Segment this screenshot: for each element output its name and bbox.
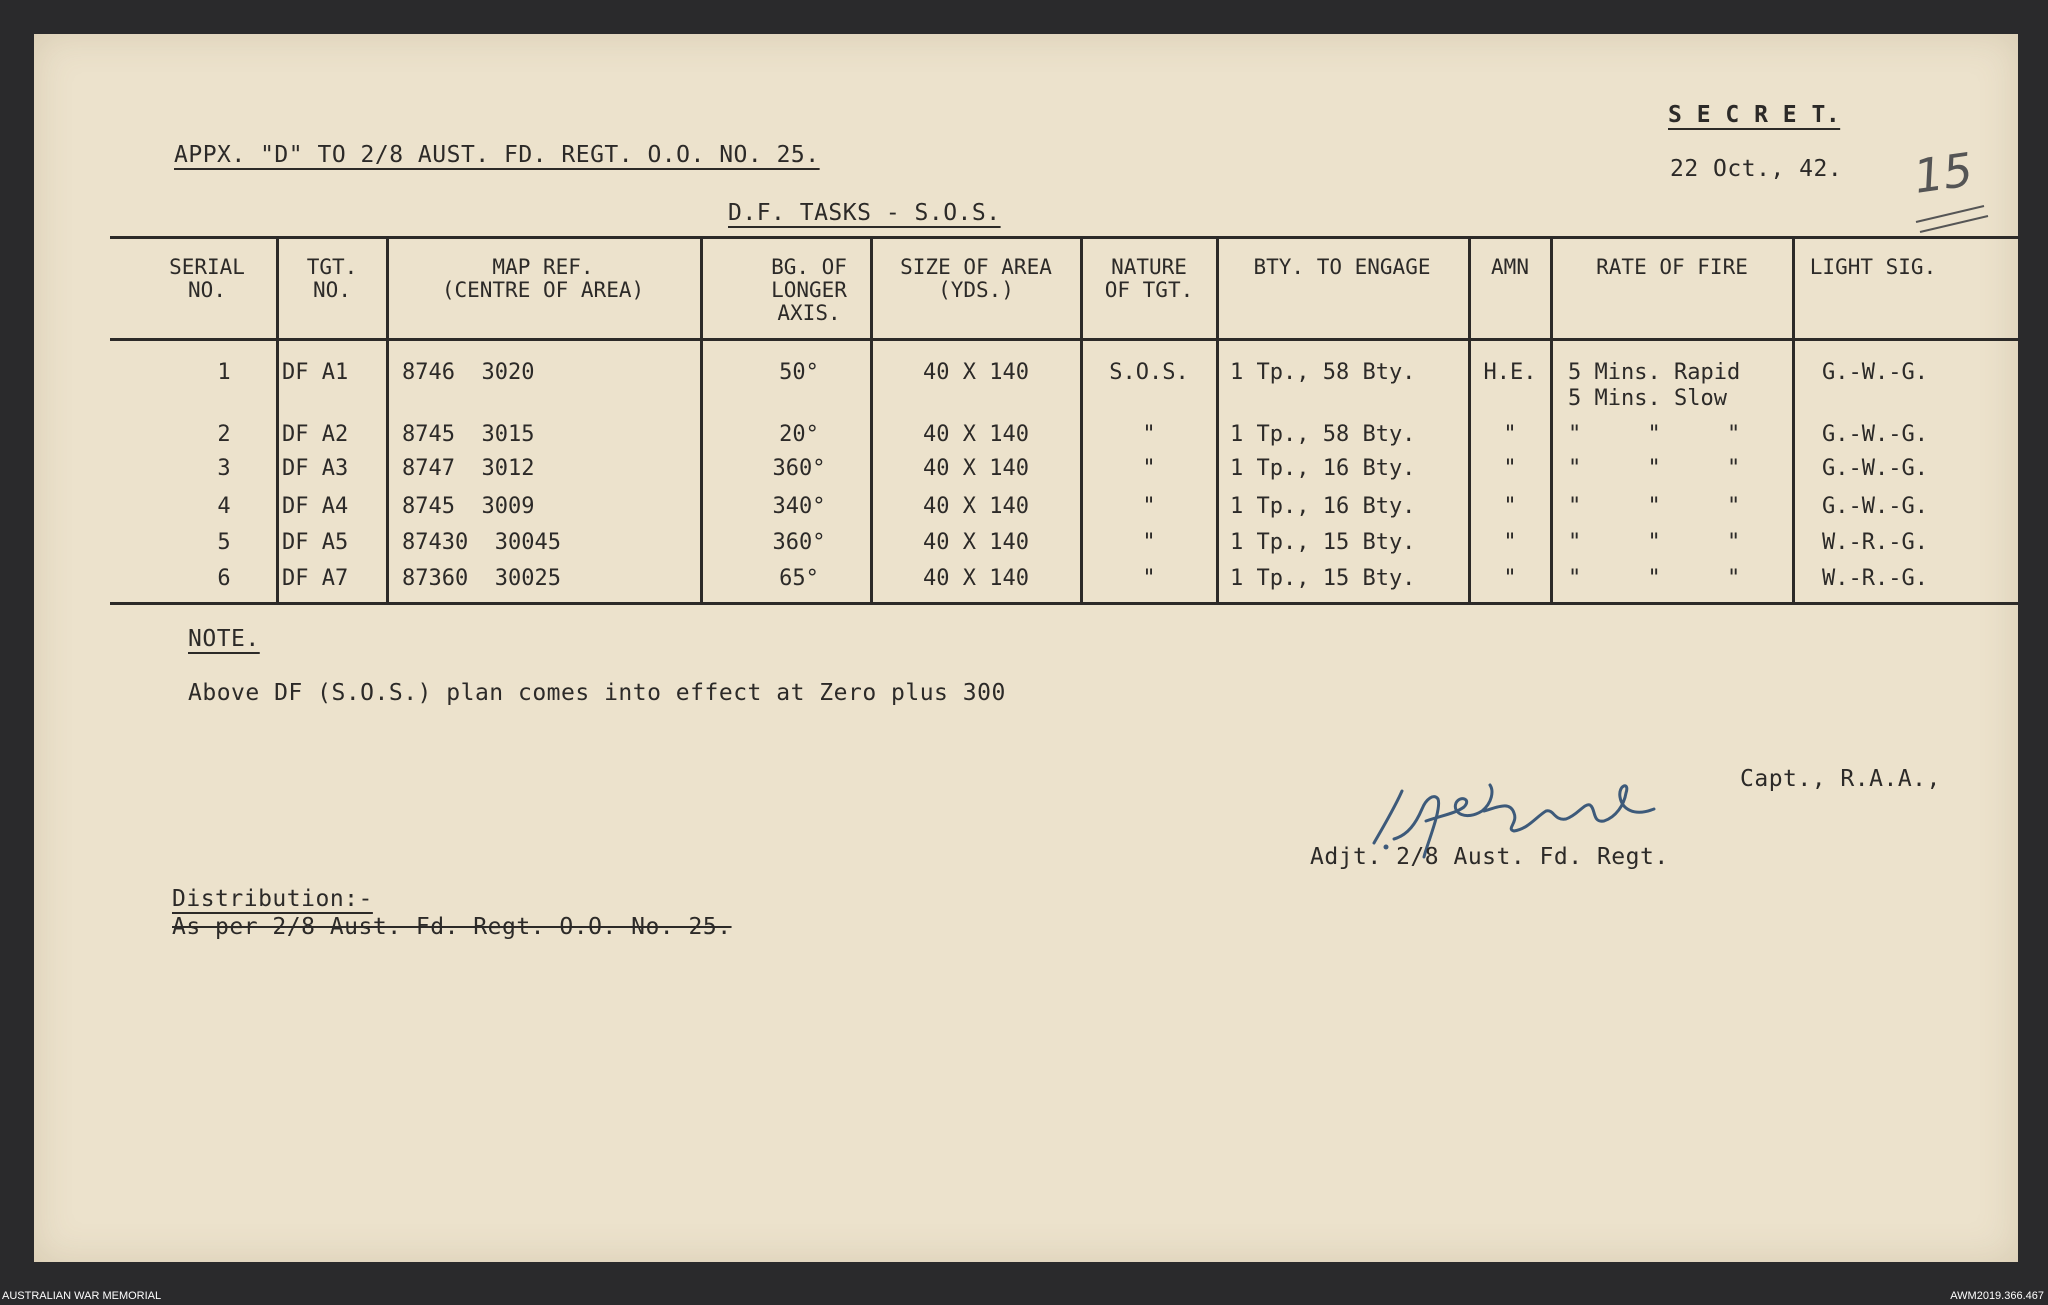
cell-map-reference: 8745 3009	[402, 494, 535, 519]
note-label: NOTE.	[188, 626, 260, 652]
cell-battery: 1 Tp., 16 Bty.	[1230, 456, 1416, 481]
cell-ammunition: "	[1503, 422, 1517, 447]
table-header-border	[110, 338, 2018, 341]
cell-area-size: 40 X 140	[923, 494, 1029, 519]
cell-map-reference: 8746 3020	[402, 360, 535, 385]
document-page	[34, 34, 2018, 1262]
column-header-serial: SERIAL NO.	[169, 255, 245, 302]
folio-number: 15	[1910, 142, 1977, 204]
column-header-size: SIZE OF AREA (YDS.)	[900, 255, 1052, 302]
cell-ammunition: "	[1503, 456, 1517, 481]
column-divider	[1792, 236, 1795, 604]
cell-nature: "	[1142, 566, 1156, 591]
cell-rate-of-fire: 5 Mins. Rapid 5 Mins. Slow	[1568, 360, 1741, 411]
footer-accession-number: AWM2019.366.467	[1950, 1290, 2044, 1302]
cell-nature: "	[1142, 422, 1156, 447]
cell-target-number: DF A5	[282, 530, 349, 555]
cell-area-size: 40 X 140	[923, 530, 1029, 555]
column-header-bty: BTY. TO ENGAGE	[1253, 255, 1431, 279]
cell-serial: 1	[217, 360, 231, 385]
cell-target-number: DF A4	[282, 494, 349, 519]
cell-area-size: 40 X 140	[923, 456, 1029, 481]
document-date: 22 Oct., 42.	[1670, 156, 1843, 182]
cell-area-size: 40 X 140	[923, 360, 1029, 385]
appendix-title: APPX. "D" TO 2/8 AUST. FD. REGT. O.O. NO. 25.	[174, 142, 820, 168]
column-divider	[1468, 236, 1471, 604]
cell-map-reference: 87360 30025	[402, 566, 561, 591]
column-header-amn: AMN	[1491, 255, 1529, 279]
cell-serial: 3	[217, 456, 231, 481]
cell-battery: 1 Tp., 15 Bty.	[1230, 566, 1416, 591]
cell-light-signal: G.-W.-G.	[1822, 494, 1928, 519]
column-divider	[1216, 236, 1219, 604]
cell-bearing: 20°	[779, 422, 819, 447]
cell-target-number: DF A1	[282, 360, 349, 385]
signatory-rank: Capt., R.A.A.,	[1740, 766, 1941, 792]
cell-rate-of-fire: " " "	[1568, 530, 1741, 555]
cell-battery: 1 Tp., 16 Bty.	[1230, 494, 1416, 519]
cell-map-reference: 8747 3012	[402, 456, 535, 481]
cell-ammunition: "	[1503, 530, 1517, 555]
cell-light-signal: G.-W.-G.	[1822, 422, 1928, 447]
cell-serial: 4	[217, 494, 231, 519]
cell-rate-of-fire: " " "	[1568, 422, 1741, 447]
note-text: Above DF (S.O.S.) plan comes into effect at Zero plus 300	[188, 680, 1006, 706]
cell-serial: 6	[217, 566, 231, 591]
distribution-label: Distribution:-	[172, 886, 373, 912]
cell-rate-of-fire: " " "	[1568, 494, 1741, 519]
classification-marking: S E C R E T.	[1668, 102, 1841, 128]
cell-light-signal: G.-W.-G.	[1822, 456, 1928, 481]
cell-serial: 5	[217, 530, 231, 555]
cell-battery: 1 Tp., 15 Bty.	[1230, 530, 1416, 555]
cell-ammunition: H.E.	[1483, 360, 1537, 385]
column-header-light: LIGHT SIG.	[1809, 255, 1937, 279]
cell-bearing: 360°	[772, 530, 826, 555]
cell-bearing: 360°	[772, 456, 826, 481]
pencil-marks	[1914, 204, 1994, 234]
cell-ammunition: "	[1503, 494, 1517, 519]
column-divider	[1080, 236, 1083, 604]
cell-nature: "	[1142, 494, 1156, 519]
column-divider	[700, 236, 703, 604]
column-header-rate: RATE OF FIRE	[1596, 255, 1748, 279]
column-divider	[1550, 236, 1553, 604]
cell-area-size: 40 X 140	[923, 422, 1029, 447]
column-header-tgt: TGT. NO.	[306, 255, 358, 302]
cell-map-reference: 87430 30045	[402, 530, 561, 555]
cell-bearing: 340°	[772, 494, 826, 519]
cell-nature: "	[1142, 456, 1156, 481]
cell-nature: "	[1142, 530, 1156, 555]
table-top-border	[110, 236, 2018, 239]
cell-light-signal: W.-R.-G.	[1822, 566, 1928, 591]
footer-archive-name: AUSTRALIAN WAR MEMORIAL	[2, 1290, 162, 1302]
cell-rate-of-fire: " " "	[1568, 456, 1741, 481]
cell-ammunition: "	[1503, 566, 1517, 591]
column-header-map-ref: MAP REF. (CENTRE OF AREA)	[441, 255, 645, 302]
column-header-nature: NATURE OF TGT.	[1104, 255, 1194, 302]
cell-light-signal: G.-W.-G.	[1822, 360, 1928, 385]
cell-battery: 1 Tp., 58 Bty.	[1230, 360, 1416, 385]
column-header-bearing: BG. OF LONGER AXIS.	[771, 255, 847, 325]
cell-target-number: DF A7	[282, 566, 349, 591]
cell-target-number: DF A2	[282, 422, 349, 447]
cell-area-size: 40 X 140	[923, 566, 1029, 591]
cell-nature: S.O.S.	[1109, 360, 1189, 385]
cell-bearing: 65°	[779, 566, 819, 591]
cell-bearing: 50°	[779, 360, 819, 385]
column-divider	[386, 236, 389, 604]
table-bottom-border	[110, 602, 2018, 605]
column-divider	[276, 236, 279, 604]
table-title: D.F. TASKS - S.O.S.	[728, 200, 1001, 226]
cell-rate-of-fire: " " "	[1568, 566, 1741, 591]
cell-serial: 2	[217, 422, 231, 447]
distribution-text: As per 2/8 Aust. Fd. Regt. O.O. No. 25.	[172, 914, 732, 940]
signatory-appointment: Adjt. 2/8 Aust. Fd. Regt.	[1310, 844, 1669, 870]
cell-light-signal: W.-R.-G.	[1822, 530, 1928, 555]
cell-target-number: DF A3	[282, 456, 349, 481]
cell-battery: 1 Tp., 58 Bty.	[1230, 422, 1416, 447]
cell-map-reference: 8745 3015	[402, 422, 535, 447]
